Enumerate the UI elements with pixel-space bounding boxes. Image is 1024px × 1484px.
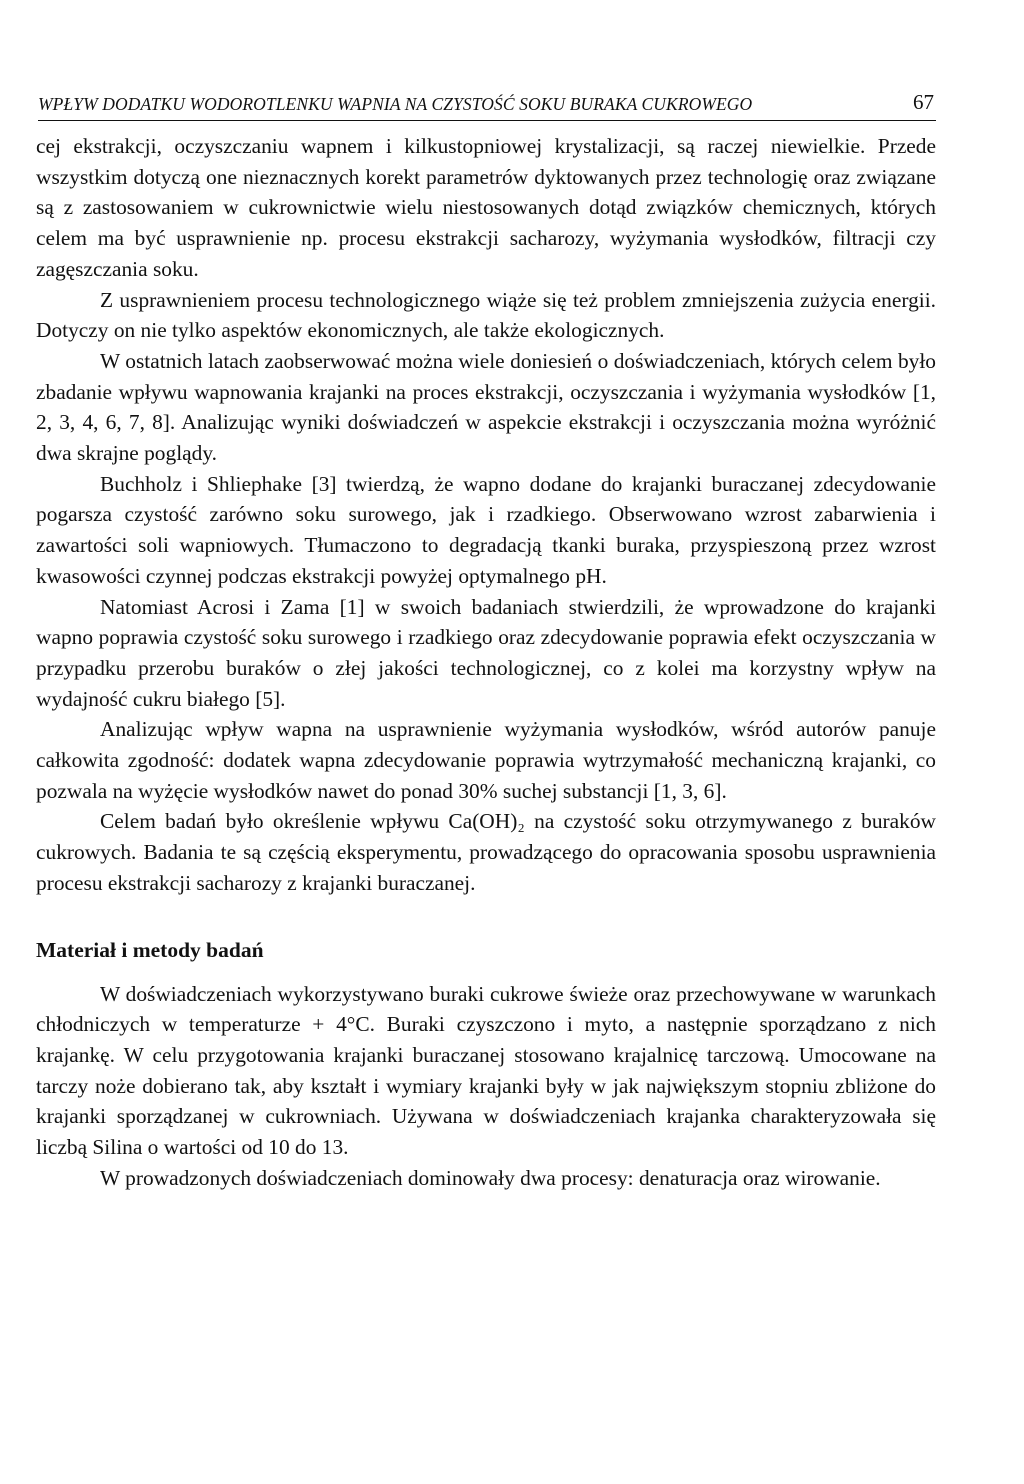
body-text: [36, 131, 936, 1194]
running-header: [38, 90, 936, 121]
paragraph: W ostatnich latach zaobserwować można wiele doniesień o doświadczeniach, których celem było zbadanie wpływu wapnowania krajanki na proces ekstrakcji, oczyszczania i wyżymania wysłodków [1, 2, 3, 4, 6, 7, 8]. Analizując wyniki doświadczeń w aspekcie ekstrakcji i oczyszczania można wyróżnić dwa skrajne poglądy.: [36, 348, 936, 466]
page: [36, 90, 936, 1194]
paragraph: Analizując wpływ wapna na usprawnienie wyżymania wysłodków, wśród autorów panuje całkowita zgodność: dodatek wapna zdecydowanie poprawia wytrzymałość mechaniczną krajanki, co pozwala na wyżęcie wysłodków nawet do ponad 30% suchej substancji [1, 3, 6].: [36, 717, 936, 803]
paragraph: Z usprawnieniem procesu technologicznego wiąże się też problem zmniejszenia zużycia energii. Dotyczy on nie tylko aspektów ekonomicznych, ale także ekologicznych.: [36, 287, 936, 343]
page-number: 67: [913, 90, 934, 114]
section-heading: Materiał i metody badań: [36, 937, 264, 962]
paragraph: W doświadczeniach wykorzystywano buraki cukrowe świeże oraz przechowywane w warunkach chłodniczych w temperaturze + 4°C. Buraki czyszczono i myto, a następnie sporządzano z nich krajankę. W celu przygotowania krajanki buraczanej stosowano krajalnicę tarczową. Umocowane na tarczy noże dobierano tak, aby kształt i wymiary krajanki były w jak największym stopniu zbliżone do krajanki sporządzanej w cukrowniach. Używana w doświadczeniach krajanka charakteryzowała się liczbą Silina o wartości od 10 do 13.: [36, 981, 936, 1160]
paragraph: Celem badań było określenie wpływu Ca(OH)₂ na czystość soku otrzymywanego z buraków cukrowych. Badania te są częścią eksperymentu, prowadzącego do opracowania sposobu usprawnienia procesu ekstrakcji sacharozy z krajanki buraczanej.: [36, 809, 936, 895]
paragraph: Buchholz i Shliephake [3] twierdzą, że wapno dodane do krajanki buraczanej zdecydowanie pogarsza czystość zarówno soku surowego, jak i rzadkiego. Obserwowano wzrost zabarwienia i zawartości soli wapniowych. Tłumaczono to degradacją tkanki buraka, przyspieszoną przez wzrost kwasowości czynnej podczas ekstrakcji powyżej optymalnego pH.: [36, 471, 936, 588]
paragraph: Natomiast Acrosi i Zama [1] w swoich badaniach stwierdzili, że wprowadzone do krajanki wapno poprawia czystość soku surowego i rzadkiego oraz zdecydowanie poprawia efekt oczyszczania w przypadku przerobu buraków o złej jakości technologicznej, co z kolei ma korzystny wpływ na wydajność cukru białego [5].: [36, 594, 936, 711]
paragraph: W prowadzonych doświadczeniach dominowały dwa procesy: denaturacja oraz wirowanie.: [100, 1165, 881, 1190]
running-title: WPŁYW DODATKU WODOROTLENKU WAPNIA NA CZYSTOŚĆ SOKU BURAKA CUKROWEGO: [38, 94, 753, 114]
paragraph-continued: cej ekstrakcji, oczyszczaniu wapnem i kilkustopniowej krystalizacji, są raczej niewielkie. Przede wszystkim dotyczą one nieznacznych korekt parametrów dyktowanych przez technologię oraz związane są z zastosowaniem w cukrownictwie wielu niestosowanych dotąd związków chemicznych, których celem ma być usprawnienie np. procesu ekstrakcji sacharozy, wyżymania wysłodków, filtracji czy zagęszczania soku.: [36, 134, 936, 281]
